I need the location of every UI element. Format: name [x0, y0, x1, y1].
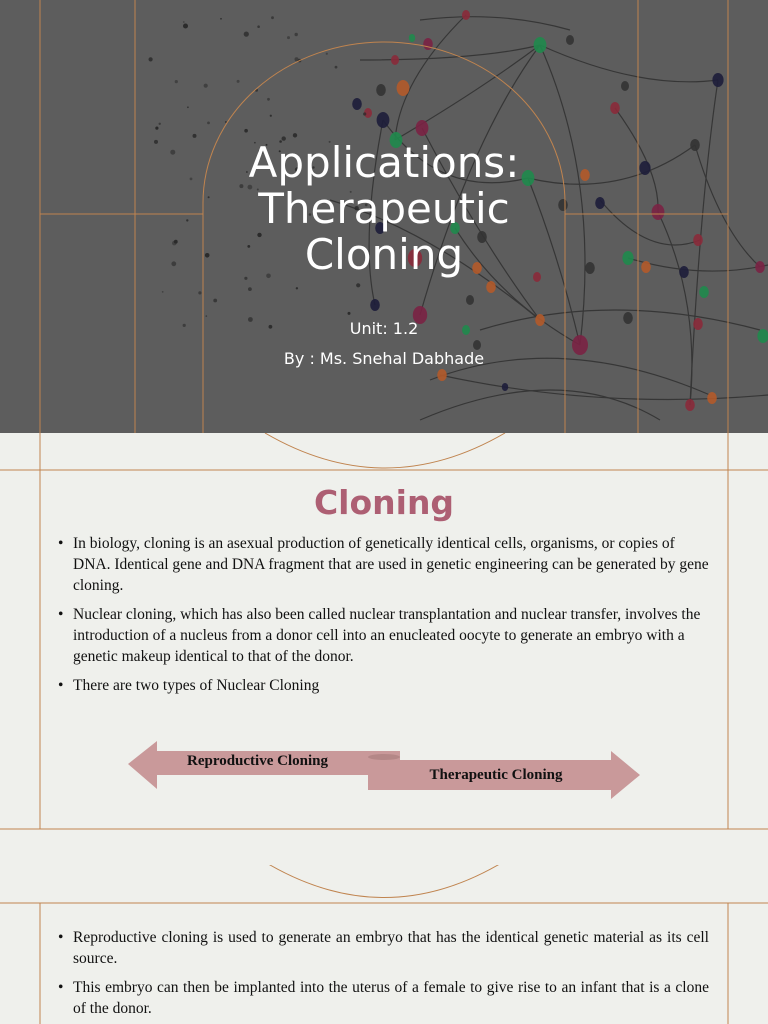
network-node — [486, 281, 496, 293]
speck — [293, 133, 297, 137]
speck — [183, 24, 188, 29]
title-line-2: Therapeutic — [258, 184, 510, 233]
speck — [225, 121, 227, 123]
network-node — [462, 10, 470, 20]
reproductive-cloning-slide — [0, 865, 768, 1024]
network-node — [391, 55, 399, 65]
speck — [295, 57, 299, 61]
network-node — [466, 295, 474, 305]
speck — [356, 283, 360, 287]
speck — [244, 31, 249, 36]
network-node — [352, 98, 362, 110]
speck — [162, 291, 164, 293]
bullet-item: • This embryo can then be implanted into the uterus of a female to give rise to an infant that is a clone of the donor. — [55, 977, 709, 1019]
network-node — [376, 84, 386, 96]
bullet-item: • In biology, cloning is an asexual production of genetically identical cells, organisms, or copies of DNA. Identical gene and DNA fragment that are used in genetic engineering can be generated by gene cloning. — [55, 533, 709, 596]
speck — [296, 287, 298, 289]
network-node — [712, 73, 723, 87]
speck — [155, 127, 158, 130]
speck — [270, 115, 272, 117]
speck — [237, 80, 240, 83]
speck — [295, 33, 298, 36]
network-node — [639, 161, 650, 175]
network-node — [416, 120, 429, 136]
network-node — [397, 80, 410, 96]
slide-heading: Cloning — [313, 483, 455, 522]
speck — [154, 140, 158, 144]
speck — [175, 80, 178, 83]
network-node — [693, 318, 703, 330]
speck — [207, 122, 210, 125]
speck — [244, 129, 248, 133]
network-node — [409, 34, 415, 42]
speck — [257, 25, 260, 28]
network-node — [757, 329, 768, 343]
speck — [170, 150, 175, 155]
network-node — [585, 262, 595, 274]
speck — [348, 312, 351, 315]
speck — [220, 18, 222, 20]
speck — [159, 123, 161, 125]
title-slide — [0, 0, 768, 433]
network-node — [621, 81, 629, 91]
speck — [204, 84, 208, 88]
speck — [206, 315, 208, 317]
speck — [267, 98, 270, 101]
therapeutic-cloning-label: Therapeutic Cloning — [429, 767, 563, 783]
unit-label: Unit: 1.2 — [349, 319, 419, 338]
title-line-3: Cloning — [304, 230, 464, 279]
speck — [363, 112, 366, 115]
reproductive-cloning-label: Reproductive Cloning — [187, 753, 328, 769]
network-node — [566, 35, 574, 45]
network-node — [690, 139, 700, 151]
network-node — [437, 369, 447, 381]
network-node — [641, 261, 651, 273]
speck — [193, 134, 197, 138]
network-node — [699, 286, 709, 298]
bullet-item: • Nuclear cloning, which has also been called nuclear transplantation and nuclear transfer, involves the introduction of a nucleus from a donor cell into an enucleated oocyte to generate an embryo with a genetic makeup identical to that of the donor. — [55, 604, 709, 667]
speck — [174, 240, 178, 244]
network-node — [693, 234, 703, 246]
network-node — [423, 38, 433, 50]
network-node — [370, 299, 380, 311]
title-slide-heading — [184, 140, 584, 278]
author-label: By : Ms. Snehal Dabhade — [283, 349, 485, 368]
speck — [149, 57, 153, 61]
network-node — [685, 399, 695, 411]
speck — [248, 287, 252, 291]
bullet-list — [55, 927, 709, 1024]
speck — [326, 53, 328, 55]
bullet-list — [55, 533, 709, 704]
speck — [187, 106, 189, 108]
cloning-slide — [0, 433, 768, 865]
bullet-item: • There are two types of Nuclear Cloning — [55, 675, 709, 696]
network-node — [622, 251, 633, 265]
speck — [271, 16, 274, 19]
network-node — [707, 392, 717, 404]
bullet-item: • Reproductive cloning is used to generate an embryo that has the identical genetic material as its cell source. — [55, 927, 709, 969]
speck — [335, 66, 338, 69]
network-node — [623, 312, 633, 324]
speck — [198, 291, 201, 294]
network-node — [534, 37, 547, 53]
speck — [287, 36, 290, 39]
network-node — [502, 383, 508, 391]
network-node — [610, 102, 620, 114]
network-node — [652, 204, 665, 220]
network-node — [679, 266, 689, 278]
network-node — [377, 112, 390, 128]
network-node — [755, 261, 765, 273]
title-line-1: Applications: — [248, 138, 520, 187]
speck — [183, 21, 185, 23]
speck — [213, 299, 217, 303]
network-node — [595, 197, 605, 209]
speck — [171, 261, 176, 266]
